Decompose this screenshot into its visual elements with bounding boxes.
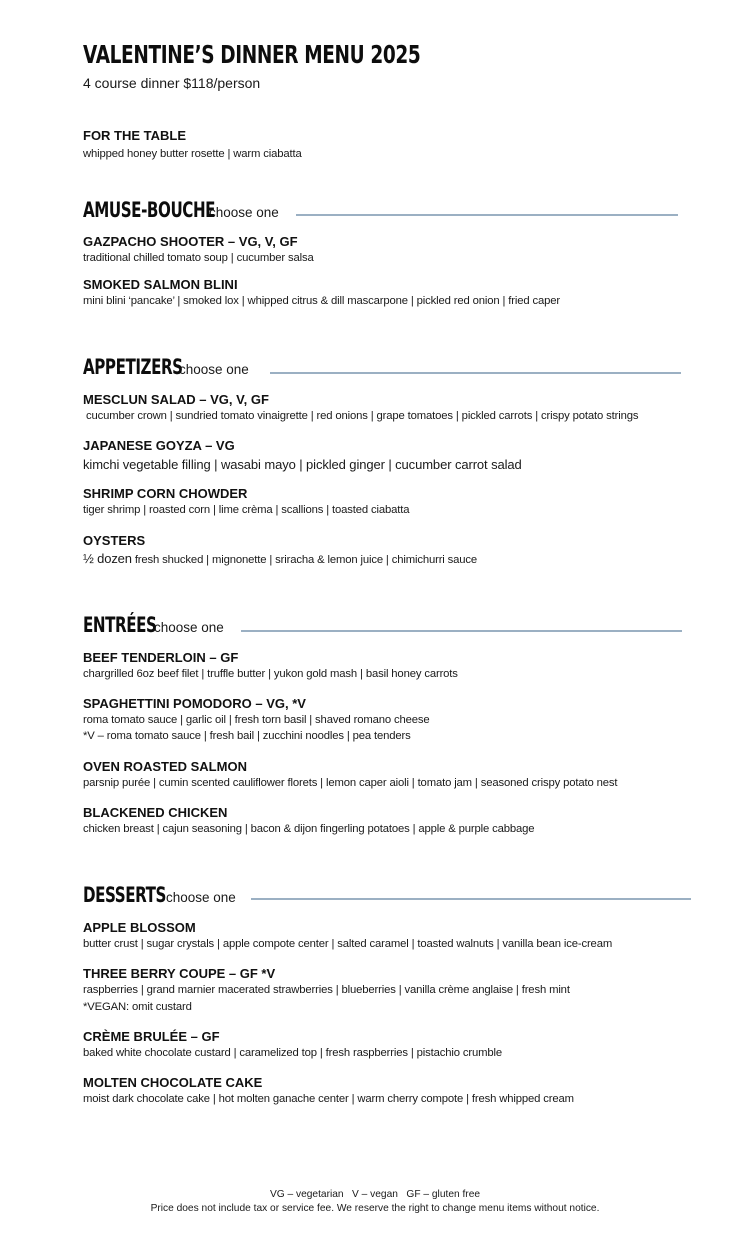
menu-item-description: mini blini ‘pancake’ | smoked lox | whipped citrus & dill mascarpone | pickled red onion | fried caper — [83, 295, 561, 307]
section-title: APPETIZERS — [83, 355, 183, 379]
menu-item-description: parsnip purée | cumin scented cauliflower florets | lemon caper aioli | tomato jam | seasoned crispy potato nest — [83, 777, 618, 789]
menu-item-description: tiger shrimp | roasted corn | lime crèma | scallions | toasted ciabatta — [83, 504, 410, 516]
for-the-table-description: whipped honey butter rosette | warm ciabatta — [83, 148, 302, 160]
menu-item-description — [83, 551, 477, 566]
menu-item-name: BLACKENED CHICKEN — [83, 805, 228, 820]
menu-item-description: roma tomato sauce | garlic oil | fresh torn basil | shaved romano cheese — [83, 714, 430, 726]
menu-item-description: moist dark chocolate cake | hot molten ganache center | warm cherry compote | fresh whipped cream — [83, 1093, 574, 1105]
menu-item-description: cucumber crown | sundried tomato vinaigrette | red onions | grape tomatoes | pickled carrots | crispy potato strings — [83, 410, 639, 422]
page-title: VALENTINE’S DINNER MENU 2025 — [83, 40, 421, 69]
menu-item-name: GAZPACHO SHOOTER – VG, V, GF — [83, 234, 298, 249]
menu-item-description: kimchi vegetable filling | wasabi mayo | pickled ginger | cucumber carrot salad — [83, 457, 522, 472]
oysters-description: fresh shucked | mignonette | sriracha & lemon juice | chimichurri sauce — [131, 554, 478, 566]
section-note: choose one — [154, 620, 224, 635]
menu-item-name: MOLTEN CHOCOLATE CAKE — [83, 1075, 263, 1090]
section-header-amuse-bouche — [83, 196, 703, 222]
menu-item-name: APPLE BLOSSOM — [83, 920, 196, 935]
menu-item-name: SHRIMP CORN CHOWDER — [83, 486, 248, 501]
for-the-table-heading: FOR THE TABLE — [83, 128, 187, 143]
price-subtitle: 4 course dinner $118/person — [83, 75, 261, 91]
menu-item-description: baked white chocolate custard | caramelized top | fresh raspberries | pistachio crumble — [83, 1047, 502, 1059]
menu-item-description: chicken breast | cajun seasoning | bacon & dijon fingerling potatoes | apple & purple cabbage — [83, 823, 535, 835]
menu-item-description: raspberries | grand marnier macerated strawberries | blueberries | vanilla crème anglaise | fresh mint — [83, 984, 570, 996]
menu-item-description: butter crust | sugar crystals | apple compote center | salted caramel | toasted walnuts | vanilla bean ice-cream — [83, 938, 613, 950]
section-divider — [270, 372, 681, 374]
section-header-entrees — [83, 611, 703, 637]
menu-item-description: chargrilled 6oz beef filet | truffle butter | yukon gold mash | basil honey carrots — [83, 668, 458, 680]
menu-item-name: BEEF TENDERLOIN – GF — [83, 650, 239, 665]
menu-item-name: THREE BERRY COUPE – GF *V — [83, 966, 276, 981]
section-divider — [251, 898, 691, 900]
section-divider — [296, 214, 678, 216]
menu-item-name: JAPANESE GOYZA – VG — [83, 438, 235, 453]
dietary-legend: VG – vegetarian V – vegan GF – gluten free — [269, 1189, 481, 1200]
menu-item-name: MESCLUN SALAD – VG, V, GF — [83, 392, 269, 407]
oysters-quantity: ½ dozen — [83, 551, 132, 566]
section-note: choose one — [179, 362, 249, 377]
section-header-desserts — [83, 881, 703, 907]
section-header-appetizers — [83, 353, 703, 379]
menu-item-vegan-note: *VEGAN: omit custard — [83, 1001, 192, 1013]
menu-item-description: traditional chilled tomato soup | cucumber salsa — [83, 252, 314, 264]
price-disclaimer: Price does not include tax or service fee. We reserve the right to change menu items without notice. — [150, 1203, 600, 1214]
menu-item-name: OVEN ROASTED SALMON — [83, 759, 247, 774]
menu-item-name: CRÈME BRULÉE – GF — [83, 1029, 220, 1044]
menu-item-vegan-note: *V – roma tomato sauce | fresh bail | zucchini noodles | pea tenders — [83, 730, 411, 742]
menu-item-name: SMOKED SALMON BLINI — [83, 277, 238, 292]
section-title: AMUSE-BOUCHE — [83, 198, 216, 222]
menu-item-name: OYSTERS — [83, 533, 146, 548]
section-divider — [241, 630, 682, 632]
menu-item-name: SPAGHETTINI POMODORO – VG, *V — [83, 696, 306, 711]
section-note: choose one — [166, 890, 236, 905]
section-title: ENTRÉES — [83, 613, 157, 637]
section-title: DESSERTS — [83, 883, 167, 907]
section-note: choose one — [209, 205, 279, 220]
